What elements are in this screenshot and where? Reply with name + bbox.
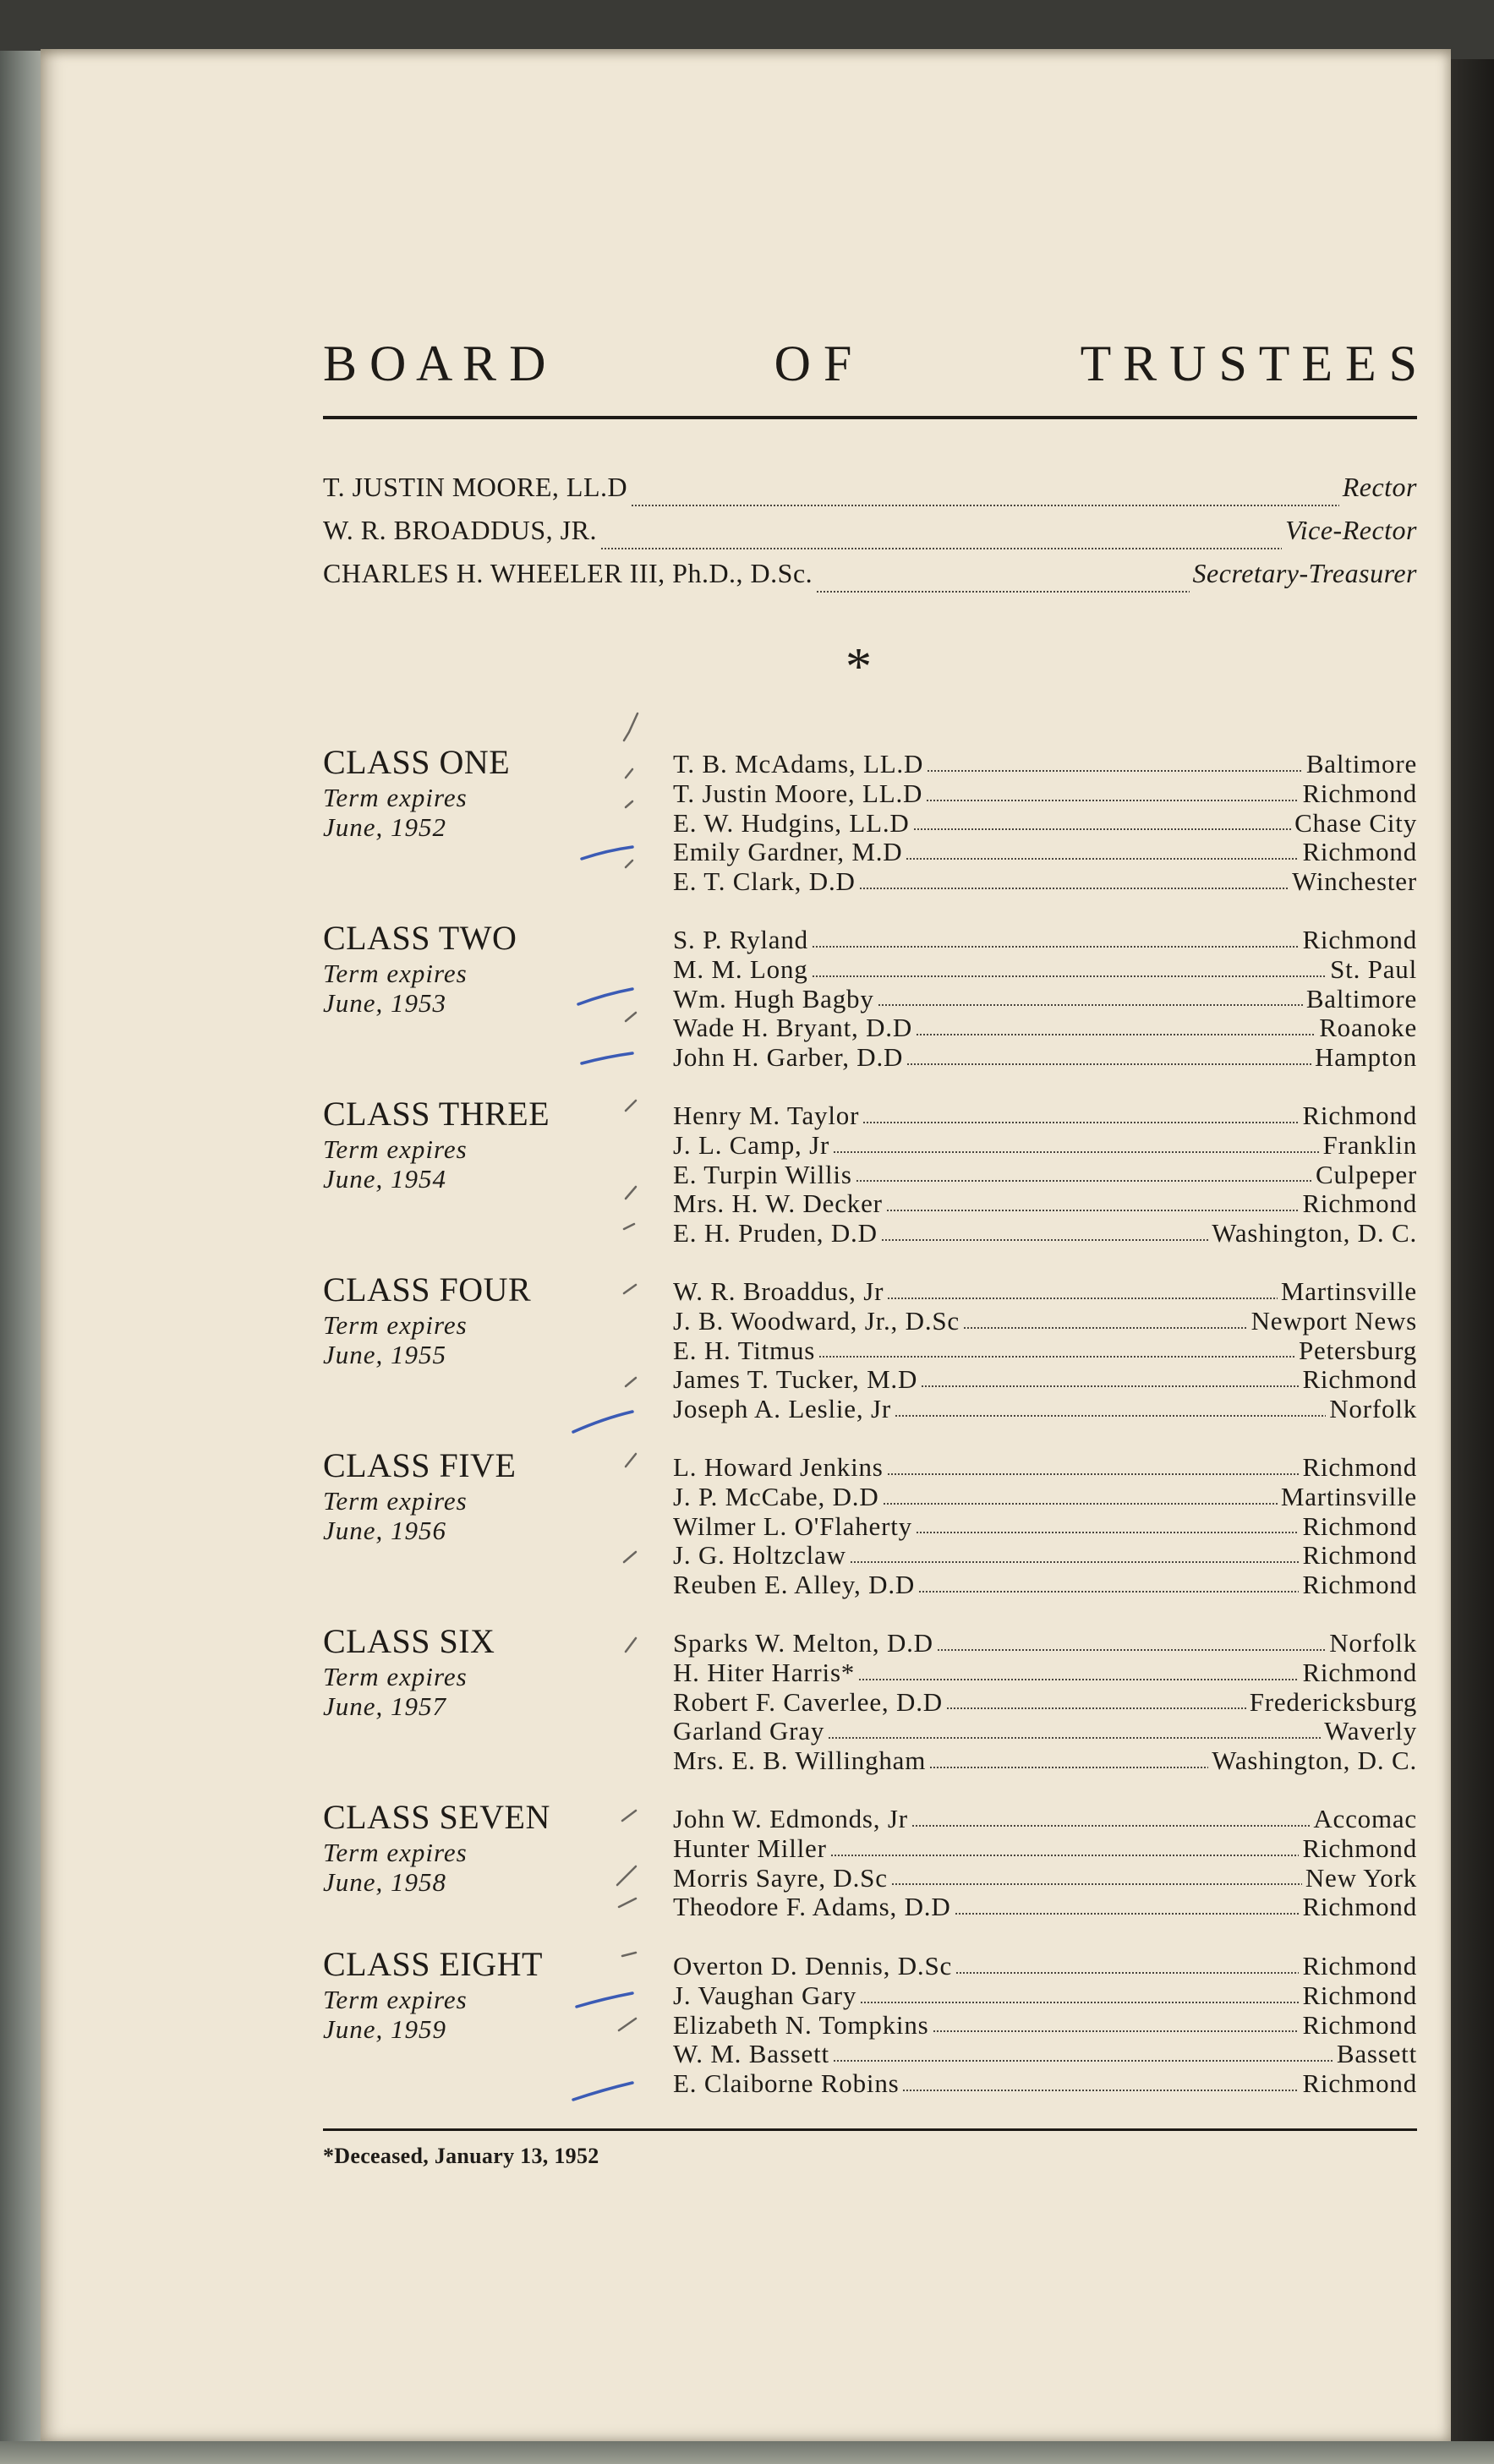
pencil-check-mark xyxy=(626,1378,636,1386)
member-name: Wade H. Bryant, D.D xyxy=(673,1013,913,1043)
member-place: Richmond xyxy=(1302,2009,1417,2040)
member-place: Richmond xyxy=(1302,1657,1417,1687)
officer-title: Secretary-Treasurer xyxy=(1192,558,1417,588)
pencil-check-mark xyxy=(624,713,638,740)
member-name: J. Vaughan Gary xyxy=(673,1980,857,2010)
member-name: Hunter Miller xyxy=(673,1833,827,1863)
term-line: Term expires xyxy=(323,1134,468,1164)
member-place: Richmond xyxy=(1302,1511,1417,1541)
officer-title: Vice-Rector xyxy=(1285,515,1417,545)
term-line: June, 1957 xyxy=(323,1691,447,1721)
member-name: J. B. Woodward, Jr., D.Sc xyxy=(673,1305,960,1336)
pencil-check-mark xyxy=(617,1866,636,1885)
member-place: Petersburg xyxy=(1298,1335,1417,1365)
member-name: Joseph A. Leslie, Jr xyxy=(673,1394,891,1424)
term-line: June, 1953 xyxy=(323,988,447,1018)
member-name: E. Claiborne Robins xyxy=(673,2068,900,2099)
member-place: Franklin xyxy=(1322,1129,1417,1160)
term-line: Term expires xyxy=(323,1838,468,1867)
member-place: Winchester xyxy=(1292,866,1417,897)
class-name: CLASS FOUR xyxy=(323,1270,532,1308)
term-line: June, 1952 xyxy=(323,812,447,842)
member-name: T. B. McAdams, LL.D xyxy=(673,749,924,779)
member-place: Richmond xyxy=(1302,2068,1417,2099)
pencil-check-mark xyxy=(626,1454,636,1467)
blue-pen-mark xyxy=(573,1412,632,1432)
member-place: Newport News xyxy=(1250,1305,1417,1336)
member-place: Norfolk xyxy=(1329,1394,1417,1424)
blue-pen-mark xyxy=(582,1053,632,1063)
document-page xyxy=(41,49,1451,2441)
separator-asterisk: * xyxy=(846,638,872,696)
footnote: *Deceased, January 13, 1952 xyxy=(323,2144,599,2168)
term-line: Term expires xyxy=(323,1985,468,2014)
member-place: Chase City xyxy=(1294,807,1417,838)
member-place: Accomac xyxy=(1313,1804,1417,1833)
blue-pen-mark xyxy=(573,2083,632,2100)
member-name: J. P. McCabe, D.D xyxy=(673,1481,879,1511)
member-name: Mrs. H. W. Decker xyxy=(673,1188,883,1219)
member-place: Bassett xyxy=(1336,2039,1417,2069)
pencil-check-mark xyxy=(626,1013,636,1021)
member-name: Robert F. Caverlee, D.D xyxy=(673,1686,943,1717)
member-place: Martinsville xyxy=(1280,1481,1417,1511)
class-name: CLASS THREE xyxy=(323,1095,550,1133)
class-name: CLASS EIGHT xyxy=(323,1945,543,1983)
member-place: Fredericksburg xyxy=(1249,1686,1417,1717)
member-place: Richmond xyxy=(1302,925,1417,954)
pencil-check-mark xyxy=(626,1101,636,1111)
member-name: S. P. Ryland xyxy=(673,925,808,954)
title-word: B O A R D xyxy=(323,336,546,391)
member-place: New York xyxy=(1305,1862,1417,1893)
member-place: Baltimore xyxy=(1305,983,1417,1013)
pencil-check-mark xyxy=(626,860,632,867)
book-right-edge xyxy=(1451,59,1494,2464)
member-name: Mrs. E. B. Willingham xyxy=(673,1746,927,1776)
member-place: Richmond xyxy=(1302,778,1417,808)
member-place: Norfolk xyxy=(1329,1628,1417,1658)
member-place: Washington, D. C. xyxy=(1212,1218,1417,1248)
term-line: Term expires xyxy=(323,1486,468,1516)
title-word: T R U S T E E S xyxy=(1080,336,1417,391)
pencil-check-mark xyxy=(624,1224,634,1229)
term-line: Term expires xyxy=(323,1310,468,1340)
term-line: Term expires xyxy=(323,959,468,988)
member-name: Henry M. Taylor xyxy=(673,1101,860,1130)
member-place: Waverly xyxy=(1324,1716,1417,1746)
member-place: Richmond xyxy=(1302,837,1417,867)
member-place: Richmond xyxy=(1302,1980,1417,2010)
member-name: E. Turpin Willis xyxy=(673,1159,852,1189)
term-line: Term expires xyxy=(323,783,468,812)
pencil-check-mark xyxy=(626,1638,636,1652)
member-name: Reuben E. Alley, D.D xyxy=(673,1570,916,1600)
member-name: H. Hiter Harris* xyxy=(673,1657,856,1687)
member-place: Richmond xyxy=(1302,1101,1417,1130)
officer-name: W. R. BROADDUS, JR. xyxy=(323,515,597,545)
pencil-check-mark xyxy=(624,1285,636,1293)
class-name: CLASS ONE xyxy=(323,743,511,781)
class-name: CLASS FIVE xyxy=(323,1446,517,1484)
member-place: Culpeper xyxy=(1315,1159,1417,1189)
title-word: O F xyxy=(774,336,852,391)
member-name: T. Justin Moore, LL.D xyxy=(673,778,923,808)
class-name: CLASS TWO xyxy=(323,919,517,957)
term-line: June, 1958 xyxy=(323,1867,447,1897)
class-name: CLASS SEVEN xyxy=(323,1798,550,1836)
member-name: Sparks W. Melton, D.D xyxy=(673,1628,933,1658)
term-line: June, 1959 xyxy=(323,2014,447,2044)
pencil-check-mark xyxy=(622,1953,636,1956)
officer-name: T. JUSTIN MOORE, LL.D xyxy=(323,472,628,502)
member-name: Wilmer L. O'Flaherty xyxy=(673,1511,912,1541)
member-name: Wm. Hugh Bagby xyxy=(673,983,874,1013)
handwritten-marks xyxy=(41,49,1451,2441)
pencil-check-mark xyxy=(622,1811,636,1821)
member-place: Baltimore xyxy=(1305,749,1417,779)
member-name: E. T. Clark, D.D xyxy=(673,866,856,897)
class-name: CLASS SIX xyxy=(323,1622,495,1660)
pencil-check-mark xyxy=(624,1552,636,1562)
member-name: Elizabeth N. Tompkins xyxy=(673,2009,929,2040)
blue-pen-mark xyxy=(577,1993,632,2007)
member-place: Richmond xyxy=(1302,1570,1417,1600)
member-place: Richmond xyxy=(1302,1833,1417,1863)
member-place: Washington, D. C. xyxy=(1212,1746,1417,1776)
member-place: Roanoke xyxy=(1319,1013,1417,1043)
member-name: Garland Gray xyxy=(673,1716,825,1746)
pencil-check-mark xyxy=(619,2019,636,2030)
officer-name: CHARLES H. WHEELER III, Ph.D., D.Sc. xyxy=(323,558,813,588)
member-name: James T. Tucker, M.D xyxy=(673,1364,918,1395)
member-name: Theodore F. Adams, D.D xyxy=(673,1892,951,1922)
member-place: Richmond xyxy=(1302,1892,1417,1922)
pencil-check-mark xyxy=(626,801,632,807)
member-name: E. W. Hudgins, LL.D xyxy=(673,807,910,838)
pencil-check-mark xyxy=(619,1899,636,1907)
member-place: Richmond xyxy=(1302,1540,1417,1571)
member-place: Richmond xyxy=(1302,1188,1417,1219)
term-line: June, 1956 xyxy=(323,1516,447,1545)
member-place: Richmond xyxy=(1302,1452,1417,1482)
member-place: Martinsville xyxy=(1280,1276,1417,1306)
pencil-check-mark xyxy=(626,769,632,778)
member-name: M. M. Long xyxy=(673,953,808,984)
member-name: John W. Edmonds, Jr xyxy=(673,1804,908,1833)
member-name: John H. Garber, D.D xyxy=(673,1042,904,1073)
member-name: W. M. Bassett xyxy=(673,2039,829,2069)
member-name: Emily Gardner, M.D xyxy=(673,837,903,867)
member-name: E. H. Titmus xyxy=(673,1335,816,1365)
member-name: Morris Sayre, D.Sc xyxy=(673,1862,888,1893)
member-place: Richmond xyxy=(1302,1951,1417,1980)
member-place: Richmond xyxy=(1302,1364,1417,1395)
term-line: June, 1954 xyxy=(323,1164,447,1194)
pencil-check-mark xyxy=(626,1187,636,1199)
member-place: St. Paul xyxy=(1330,953,1417,984)
blue-pen-mark xyxy=(578,989,632,1004)
member-name: Overton D. Dennis, D.Sc xyxy=(673,1951,953,1980)
officer-title: Rector xyxy=(1342,472,1417,502)
member-place: Hampton xyxy=(1315,1042,1417,1073)
member-name: J. G. Holtzclaw xyxy=(673,1540,846,1571)
member-name: E. H. Pruden, D.D xyxy=(673,1218,878,1248)
term-line: Term expires xyxy=(323,1662,468,1691)
member-name: L. Howard Jenkins xyxy=(673,1452,884,1482)
member-name: W. R. Broaddus, Jr xyxy=(673,1276,884,1306)
blue-pen-mark xyxy=(582,847,632,859)
book-bottom-edge xyxy=(0,2441,1494,2464)
member-name: J. L. Camp, Jr xyxy=(673,1129,830,1160)
term-line: June, 1955 xyxy=(323,1340,447,1369)
